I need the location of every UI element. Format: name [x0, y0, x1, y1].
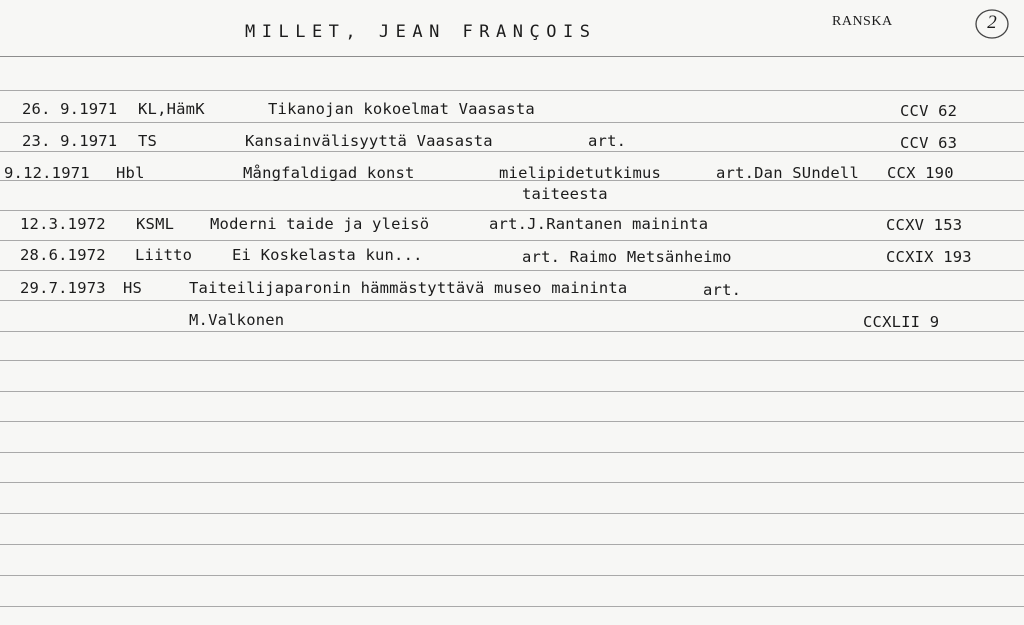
entry-title: Taiteilijaparonin hämmästyttävä museo maininta: [189, 279, 628, 297]
card-number: 2: [987, 12, 997, 33]
entry-note: art.: [703, 281, 742, 299]
divider: [0, 513, 1024, 514]
entry-note: mielipidetutkimus: [499, 164, 662, 182]
divider: [0, 240, 1024, 241]
divider: [0, 90, 1024, 91]
divider: [0, 391, 1024, 392]
entry-author: art.Dan SUndell: [716, 164, 859, 182]
divider: [0, 151, 1024, 152]
entry-note-continuation: taiteesta: [522, 185, 608, 203]
entry-title: Tikanojan kokoelmat Vaasasta: [268, 100, 535, 118]
entry-title: Moderni taide ja yleisö: [210, 215, 430, 233]
entry-ref: CCX 190: [887, 164, 954, 182]
entry-date: 23. 9.1971: [22, 132, 118, 150]
entry-author: M.Valkonen: [189, 311, 285, 329]
entry-source: HS: [123, 279, 143, 297]
entry-source: KSML: [136, 215, 175, 233]
entry-title: Ei Koskelasta kun...: [232, 246, 423, 264]
card-number-badge: [972, 6, 1012, 42]
entry-ref: CCXLII 9: [863, 313, 940, 331]
entry-source: Hbl: [116, 164, 145, 182]
divider: [0, 544, 1024, 545]
entry-date: 28.6.1972: [20, 246, 106, 264]
entry-date: 26. 9.1971: [22, 100, 118, 118]
divider: [0, 452, 1024, 453]
entry-ref: CCXV 153: [886, 216, 963, 234]
entry-title: Mångfaldigad konst: [243, 164, 415, 182]
divider: [0, 606, 1024, 607]
entry-title: Kansainvälisyyttä Vaasasta: [245, 132, 493, 150]
divider: [0, 360, 1024, 361]
entry-ref: CCXIX 193: [886, 248, 972, 266]
entry-date: 29.7.1973: [20, 279, 106, 297]
entry-source: TS: [138, 132, 158, 150]
entry-ref: CCV 62: [900, 102, 958, 120]
divider: [0, 331, 1024, 332]
entry-note: art.J.Rantanen maininta: [489, 215, 709, 233]
card-title: MILLET, JEAN FRANÇOIS: [245, 22, 597, 42]
divider: [0, 300, 1024, 301]
divider: [0, 270, 1024, 271]
entry-note: art. Raimo Metsänheimo: [522, 248, 732, 266]
country-label: RANSKA: [832, 14, 893, 29]
entry-date: 12.3.1972: [20, 215, 106, 233]
divider: [0, 122, 1024, 123]
entry-source: KL,HämK: [138, 100, 205, 118]
divider: [0, 210, 1024, 211]
divider: [0, 421, 1024, 422]
divider: [0, 482, 1024, 483]
entry-ref: CCV 63: [900, 134, 958, 152]
entry-date: 9.12.1971: [4, 164, 90, 182]
divider: [0, 56, 1024, 57]
divider: [0, 575, 1024, 576]
entry-note: art.: [588, 132, 627, 150]
entry-source: Liitto: [135, 246, 193, 264]
